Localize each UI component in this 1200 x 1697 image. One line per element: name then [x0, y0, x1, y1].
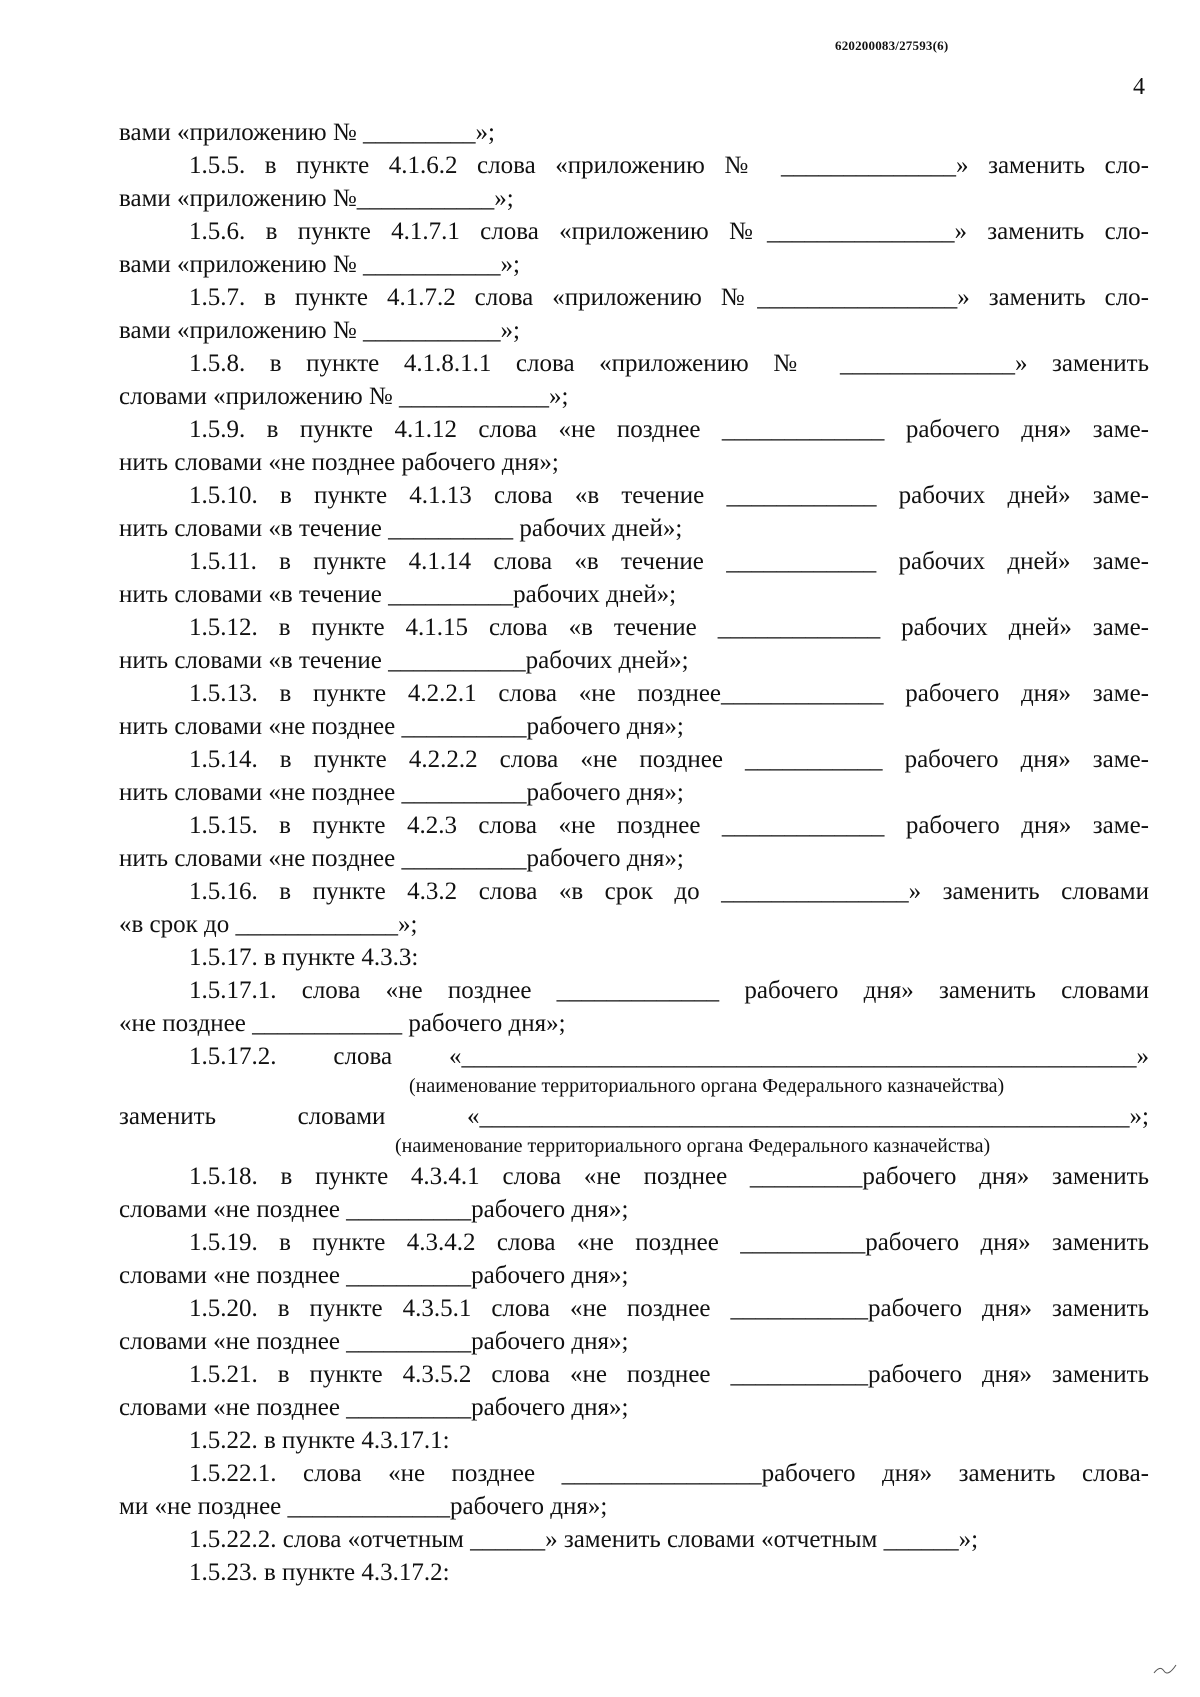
text-line: нить словами «в течение __________рабочих дней»;: [119, 581, 677, 608]
text-line: «не позднее ____________ рабочего дня»;: [119, 1010, 566, 1037]
field-caption: (наименование территориального органа Федерального казначейства): [409, 1075, 1005, 1097]
scan-mark-icon: [1150, 1659, 1180, 1679]
text-line: 1.5.8. в пункте 4.1.8.1.1 слова «приложению № ______________» заменить: [189, 350, 1149, 377]
text-line: 1.5.15. в пункте 4.2.3 слова «не позднее _____________ рабочего дня» заме-: [189, 812, 1149, 839]
text-line: 1.5.17. в пункте 4.3.3:: [189, 944, 419, 971]
text-line: вами «приложению №___________»;: [119, 185, 514, 212]
text-line: 1.5.5. в пункте 4.1.6.2 слова «приложению № ______________» заменить сло-: [189, 152, 1149, 179]
text-line: 1.5.11. в пункте 4.1.14 слова «в течение ____________ рабочих дней» заме-: [189, 548, 1149, 575]
text-line: словами «не позднее __________рабочего дня»;: [119, 1394, 629, 1421]
text-line: нить словами «в течение __________ рабочих дней»;: [119, 515, 683, 542]
text-line: 1.5.9. в пункте 4.1.12 слова «не позднее _____________ рабочего дня» заме-: [189, 416, 1149, 443]
text-line: нить словами «не позднее __________рабочего дня»;: [119, 845, 684, 872]
text-line: 1.5.16. в пункте 4.3.2 слова «в срок до _______________» заменить словами: [189, 878, 1149, 905]
text-line: вами «приложению № ___________»;: [119, 251, 520, 278]
text-line: заменить словами «____________________________________________________»;: [119, 1103, 1149, 1130]
text-line: словами «не позднее __________рабочего дня»;: [119, 1262, 629, 1289]
text-line: 1.5.17.1. слова «не позднее _____________ рабочего дня» заменить словами: [189, 977, 1149, 1004]
text-line: нить словами «не позднее рабочего дня»;: [119, 449, 559, 476]
text-line: ми «не позднее _____________рабочего дня»;: [119, 1493, 608, 1520]
text-line: словами «не позднее __________рабочего дня»;: [119, 1196, 629, 1223]
text-line: нить словами «не позднее __________рабочего дня»;: [119, 779, 684, 806]
text-line: 1.5.14. в пункте 4.2.2.2 слова «не позднее ___________ рабочего дня» заме-: [189, 746, 1149, 773]
text-line: 1.5.22.2. слова «отчетным ______» заменить словами «отчетным ______»;: [189, 1526, 979, 1553]
text-line: 1.5.18. в пункте 4.3.4.1 слова «не позднее _________рабочего дня» заменить: [189, 1163, 1149, 1190]
text-line: нить словами «в течение ___________рабочих дней»;: [119, 647, 689, 674]
document-body: [119, 116, 1149, 1589]
text-line: 1.5.22. в пункте 4.3.17.1:: [189, 1427, 450, 1454]
text-line: 1.5.22.1. слова «не позднее ________________рабочего дня» заменить слова-: [189, 1460, 1149, 1487]
text-line: 1.5.23. в пункте 4.3.17.2:: [189, 1559, 450, 1586]
text-line: словами «не позднее __________рабочего дня»;: [119, 1328, 629, 1355]
text-line: 1.5.21. в пункте 4.3.5.2 слова «не позднее ___________рабочего дня» заменить: [189, 1361, 1149, 1388]
text-line: 1.5.7. в пункте 4.1.7.2 слова «приложению №________________» заменить сло-: [189, 284, 1149, 311]
page-number: 4: [1133, 74, 1145, 100]
text-line: нить словами «не позднее __________рабочего дня»;: [119, 713, 684, 740]
text-line: 1.5.20. в пункте 4.3.5.1 слова «не позднее ___________рабочего дня» заменить: [189, 1295, 1149, 1322]
text-line: вами «приложению № ___________»;: [119, 317, 520, 344]
text-line: 1.5.12. в пункте 4.1.15 слова «в течение _____________ рабочих дней» заме-: [189, 614, 1149, 641]
document-number: 620200083/27593(6): [835, 38, 949, 53]
text-line: 1.5.13. в пункте 4.2.2.1 слова «не позднее_____________ рабочего дня» заме-: [189, 680, 1149, 707]
text-line: словами «приложению № ____________»;: [119, 383, 569, 410]
field-caption: (наименование территориального органа Федерального казначейства): [395, 1135, 991, 1157]
text-line: «в срок до _____________»;: [119, 911, 418, 938]
text-line: 1.5.19. в пункте 4.3.4.2 слова «не позднее __________рабочего дня» заменить: [189, 1229, 1149, 1256]
text-line: 1.5.6. в пункте 4.1.7.1 слова «приложению №_______________» заменить сло-: [189, 218, 1149, 245]
text-line: 1.5.10. в пункте 4.1.13 слова «в течение ____________ рабочих дней» заме-: [189, 482, 1149, 509]
text-line: 1.5.17.2. слова «______________________________________________________»: [189, 1043, 1149, 1070]
text-line: вами «приложению № _________»;: [119, 119, 495, 146]
